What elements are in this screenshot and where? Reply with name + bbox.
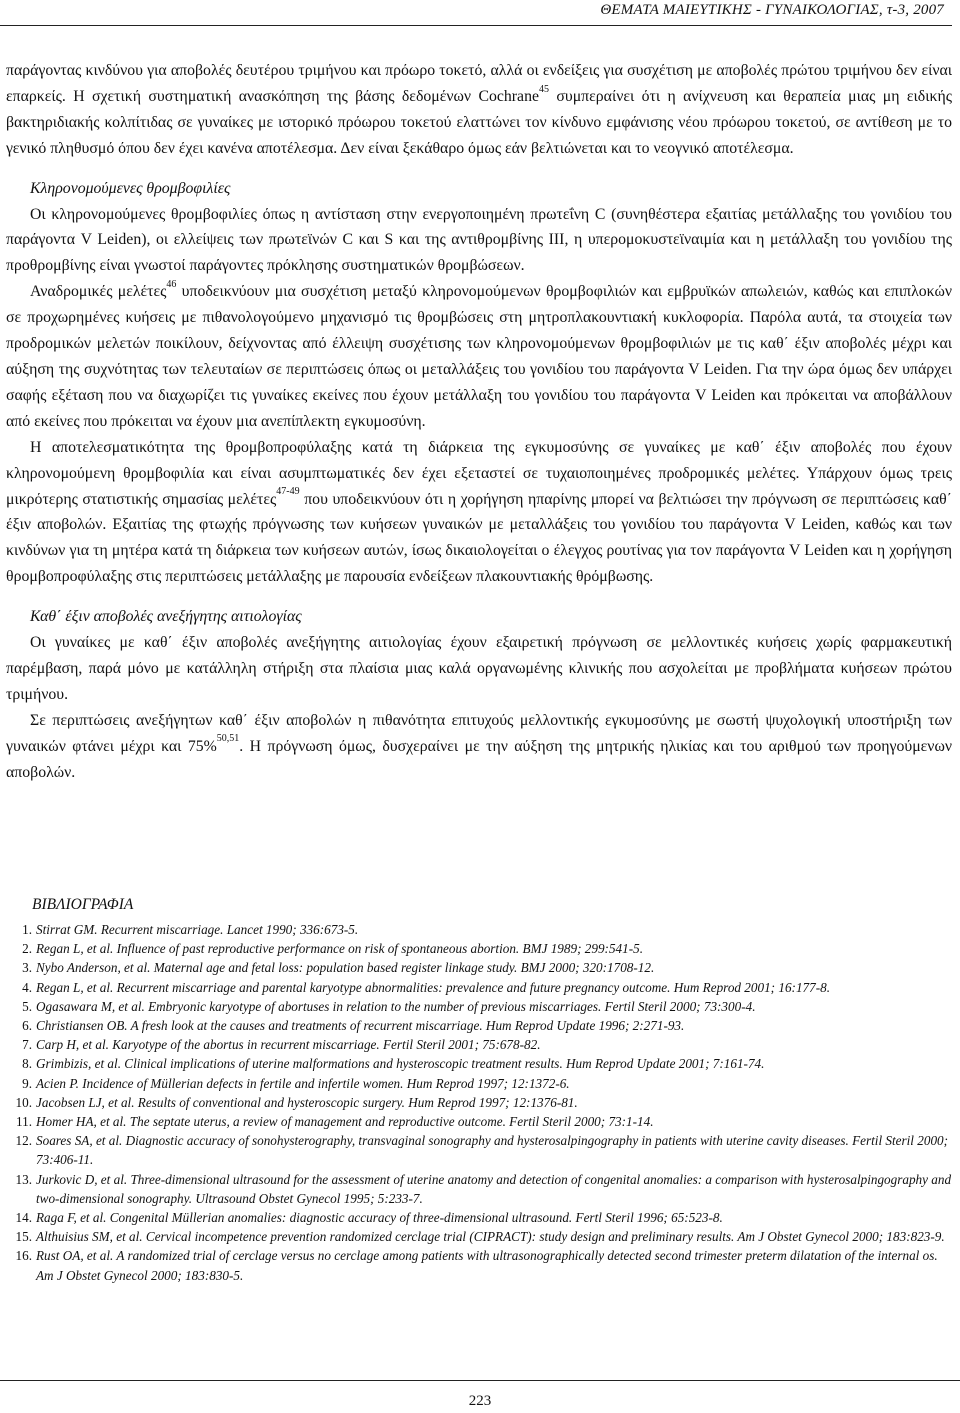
reference-number: 2. [22,941,32,957]
section-heading-unexplained: Καθ΄ έξιν αποβολές ανεξήγητης αιτιολογίας [30,608,302,626]
reference-item [6,978,952,997]
paragraph-text: παράγοντας κινδύνου για αποβολές δευτέρου τριμήνου και πρόωρο τοκετό, αλλά οι ενδείξεις για συσχέτιση με αποβολές πρώτου τριμήνου δεν είναι επαρκείς. Η σχετική συστηματική ανασκόπηση της βάσης δεδομένων Cochrane [6,62,952,105]
reference-text: Homer HA, et al. The septate uterus, a review of management and reproductive outcome. Fertil Steril 2000; 73:1-14. [36,1114,654,1130]
reference-text: Stirrat GM. Recurrent miscarriage. Lancet 1990; 336:673-5. [36,922,359,937]
reference-item [6,1170,952,1208]
reference-text: Althuisius SM, et al. Cervical incompetence prevention randomized cerclage trial (CIPRACT): study design and preliminary results. Am J Obstet Gynecol 2000; 183:823-9. [36,1229,945,1245]
paragraph-unexplained-prognosis: Οι γυναίκες με καθ΄ έξιν αποβολές ανεξήγητης αιτιολογίας έχουν εξαιρετική πρόγνωση σε μελλοντικές κυήσεις χωρίς φαρμακευτική παρέμβαση, παρά μόνο με κατάλληλη στήριξη στα πλαίσια μιας καλά οργανωμένης κλινικής που ασχολείται με προβλήματα κυήσεων πρώτου τριμήνου. [6,634,952,703]
reference-item [6,1246,952,1284]
page-number: 223 [468,1393,492,1409]
running-header [0,0,952,36]
reference-number: 6. [22,1018,32,1034]
reference-item [6,997,952,1016]
reference-text: Christiansen OB. A fresh look at the causes and treatments of recurrent miscarriage. Hum Reprod Update 1996; 2:271-93. [36,1018,685,1034]
reference-list [6,920,952,1285]
reference-item [6,1208,952,1227]
paragraph-text: Αναδρομικές μελέτες [30,283,167,301]
reference-item [6,1016,952,1035]
reference-number: 4. [22,979,32,995]
citation-superscript: 46 [166,278,177,290]
reference-number: 13. [15,1171,32,1187]
article-body [6,58,952,785]
paragraph-thrombophilias-intro: Οι κληρονομούμενες θρομβοφιλίες όπως η αντίσταση στην ενεργοποιημένη πρωτεΐνη C (συνηθέστερα εξαιτίας μετάλλαξης του γονιδίου του παράγοντα V Leiden), οι ελλείψεις των πρωτεϊνών C και S και της αντιθρομβίνης ΙΙΙ, η υπερομοκυστεϊναιμία και η μετάλλαξη του γονιδίου της προθρομβίνης είναι γνωστοί παράγοντες πρόκλησης συστηματικών θρομβώσεων. [6,205,952,275]
reference-number: 8. [22,1056,32,1072]
paragraph-bacterial-vaginosis [6,58,952,162]
reference-number: 9. [22,1075,32,1091]
reference-text: Carp H, et al. Karyotype of the abortus in recurrent miscarriage. Fertil Steril 2001; 75:678-82. [36,1037,541,1053]
reference-item [6,1035,952,1054]
reference-text: Soares SA, et al. Diagnostic accuracy of sonohysterography, transvaginal sonography and hysterosalpingography in patients with uterine cavity diseases. Fertil Steril 2000; 73:406-11. [36,1133,949,1168]
paragraph-text: συμπεραίνει ότι η ανίχνευση και θεραπεία μιας μη ειδικής βακτηριδιακής κολπίτιδας σε γυναίκες με ιστορικό πρόωρου τοκετού ελαττώνει τον κίνδυνο εμφάνισης νέου πρόωρου τοκετού, σε αντίθεση με το γενικό πληθυσμό όπου δεν έχει κανένα αποτέλεσμα. Δεν είναι ξεκάθαρο όμως εάν βελτιώνεται και το νεογνικό αποτέλεσμα. [6,87,952,157]
paragraph-text: που υποδεικνύουν ότι η χορήγηση ηπαρίνης μπορεί να βελτιώσει την πρόγνωση σε περιπτώσεις καθ΄ έξιν αποβολών. Εξαιτίας της φτωχής πρόγνωσης των κυήσεων γυναικών με μεταλλάξεις του γονιδίου του παράγοντα V Leiden, καθώς και των κινδύνων για τη μητέρα κατά τη διάρκεια των κυήσεων αυτών, ίσως δικαιολογείται ο έλεγχος ρουτίνας για τον παράγοντα V Leiden και η χορήγηση θρομβοπροφύλαξης στις περιπτώσεις μετάλλαξης με παρουσία ενδείξεων πλακουντιακής θρόμβωσης. [6,490,952,586]
reference-item [6,1131,952,1169]
reference-item [6,1227,952,1246]
reference-text: Regan L, et al. Influence of past reproductive performance on risk of spontaneous abortion. BMJ 1989; 299:541-5. [36,941,644,957]
reference-item [6,958,952,977]
reference-number: 15. [15,1229,32,1245]
reference-number: 12. [15,1133,32,1149]
reference-item [6,1093,952,1112]
reference-text: Grimbizis, et al. Clinical implications of uterine malformations and hysteroscopic treatment results. Hum Reprod Update 2001; 7:161-74. [36,1056,765,1072]
paragraph-thromboprophylaxis [6,435,952,590]
reference-number: 5. [22,998,32,1014]
reference-number: 7. [22,1037,32,1053]
reference-text: Rust OA, et al. A randomized trial of cerclage versus no cerclage among patients with ultrasonographically detected second trimester preterm dilatation of the internal os. Am J Obstet Gynecol 2000; 183:830-5. [36,1248,938,1283]
reference-text: Raga F, et al. Congenital Müllerian anomalies: diagnostic accuracy of three-dimensional ultrasound. Fertl Steril 1996; 65:523-8. [36,1210,723,1226]
bibliography [6,896,952,1285]
header-rule [0,25,952,26]
reference-text: Acien P. Incidence of Müllerian defects in fertile and infertile women. Hum Reprod 1997; 12:1372-6. [36,1075,570,1091]
reference-text: Regan L, et al. Recurrent miscarriage and parental karyotype abnormalities: prevalence and future pregnancy outcome. Hum Reprod 2001; 16:177-8. [36,979,831,995]
reference-number: 1. [22,922,32,937]
citation-superscript: 45 [538,83,549,95]
reference-item [6,920,952,939]
paragraph-text: Σε περιπτώσεις ανεξήγητων καθ΄ έξιν αποβολών η πιθανότητα επιτυχούς μελλοντικής εγκυμοσύνης με σωστή ψυχολογική υποστήριξη των γυναικών φτάνει μέχρι και 75% [6,711,952,755]
reference-item [6,1074,952,1093]
reference-number: 14. [15,1210,32,1226]
paragraph-retrospective-studies [6,279,952,434]
reference-number: 10. [15,1094,32,1110]
reference-text: Nybo Anderson, et al. Maternal age and fetal loss: population based register linkage study. BMJ 2000; 320:1708-12. [36,960,655,976]
reference-text: Jurkovic D, et al. Three-dimensional ultrasound for the assessment of uterine anatomy and detection of congenital anomalies: a comparison with hysterosalpingography and two-dimensional sonography. Ultrasound Obstet Gynecol 1995; 5:233-7. [36,1171,952,1206]
paragraph-text: Η αποτελεσματικότητα της θρομβοπροφύλαξης κατά τη διάρκεια της εγκυμοσύνης σε γυναίκες με καθ΄ έξιν αποβολές που έχουν κληρονομούμενη θρομβοφιλία και είναι ασυμπτωματικές δεν έχει εξεταστεί σε τυχαιοποιημένες προδρομικές μελέτες. Υπάρχουν όμως τρεις μικρότερης στατιστικής σημασίας μελέτες [6,438,952,508]
citation-superscript: 50,51 [216,733,240,745]
reference-text: Jacobsen LJ, et al. Results of conventional and hysteroscopic surgery. Hum Reprod 1997; 12:1376-81. [36,1094,578,1110]
citation-superscript: 47-49 [276,486,300,498]
section-heading-thrombophilias: Κληρονομούμενες θρομβοφιλίες [30,179,231,197]
bibliography-heading: ΒΙΒΛΙΟΓΡΑΦΙΑ [32,896,134,913]
paragraph-psychological-support [6,708,952,786]
reference-number: 11. [16,1114,32,1130]
reference-item [6,939,952,958]
reference-item [6,1112,952,1131]
reference-number: 3. [22,960,32,976]
paragraph-text: . Η πρόγνωση όμως, δυσχεραίνει με την αύξηση της μητρικής ηλικίας και του αριθμού των προηγούμενων αποβολών. [6,737,952,781]
reference-text: Ogasawara M, et al. Embryonic karyotype of abortuses in relation to the number of previous miscarriages. Fertil Steril 2000; 73:300-4. [36,998,756,1014]
footer-rule [0,1380,960,1381]
journal-title: ΘΕΜΑΤΑ ΜΑΙΕΥΤΙΚΗΣ - ΓΥΝΑΙΚΟΛΟΓΙΑΣ, τ-3, 2007 [600,2,944,18]
reference-item [6,1054,952,1073]
reference-number: 16. [15,1248,32,1264]
paragraph-text: υποδεικνύουν μια συσχέτιση μεταξύ κληρονομούμενων θρομβοφιλιών και εμβρυϊκών απωλειών, καθώς και επιπλοκών σε προχωρημένες κυήσεις με πιθανολογούμενο μηχανισμό τις θρομβώσεις στη μητροπλακουντιακή κυκλοφορία. Παρόλα αυτά, τα στοιχεία των προδρομικών μελετών ποικίλουν, δείχνοντας από έλλειψη συσχέτισης των κληρονομούμενων θρομβοφιλιών με τις καθ΄ έξιν αποβολές μέχρι και αύξηση της συχνότητας των τελευταίων σε περιπτώσεις όπως οι μεταλλάξεις του γονιδίου του παράγοντα V Leiden. Για την ώρα όμως δεν υπάρχει σαφής εξέταση που να διαχωρίζει τις γυναίκες εκείνες που έχουν μετάλλαξη του γονιδίου του παράγοντα V Leiden και πρόκειται να αποβάλλουν από εκείνες που πρόκειται να έχουν μια ανεπίπλεκτη εγκυμοσύνη. [6,283,952,430]
